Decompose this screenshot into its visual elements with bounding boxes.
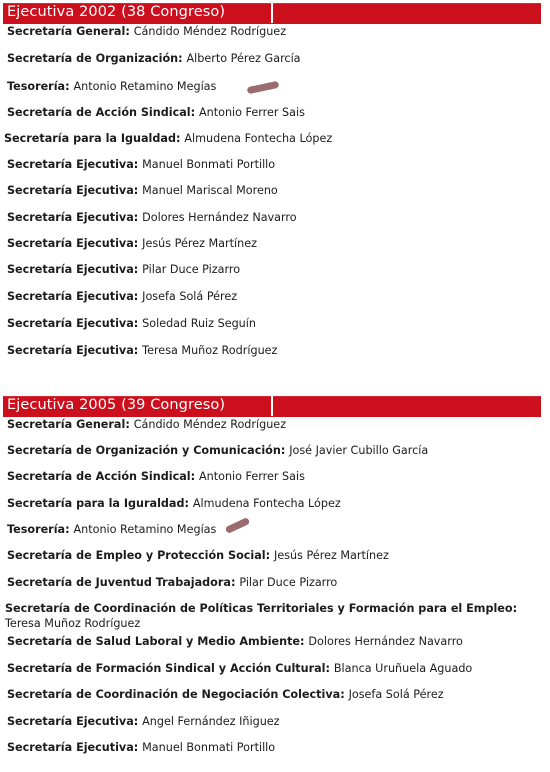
member-row: Secretaría de Salud Laboral y Medio Ambiente: Dolores Hernández Navarro	[7, 635, 463, 648]
member-row: Secretaría de Coordinación de Negociación Colectiva: Josefa Solá Pérez	[7, 688, 444, 701]
member-row: Tesorería: Antonio Retamino Megías	[7, 80, 217, 93]
member-row: Secretaría de Acción Sindical: Antonio Ferrer Sais	[7, 470, 305, 483]
header-title-box	[3, 3, 273, 23]
member-row: Secretaría de Acción Sindical: Antonio Ferrer Sais	[7, 106, 305, 119]
header-title-box	[3, 396, 273, 416]
pen-mark	[247, 81, 280, 95]
member-row: Secretaría de Juventud Trabajadora: Pilar Duce Pizarro	[7, 576, 338, 589]
member-row: Secretaría para la Igualdad: Almudena Fontecha López	[4, 132, 333, 145]
member-row: Secretaría de Organización: Alberto Pérez García	[7, 52, 301, 65]
member-row: Secretaría de Organización y Comunicación: José Javier Cubillo García	[7, 444, 429, 457]
member-row: Secretaría Ejecutiva: Angel Fernández Iñiguez	[7, 715, 280, 728]
member-row: Secretaría General: Cándido Méndez Rodríguez	[7, 418, 287, 431]
member-row: Secretaría Ejecutiva: Manuel Mariscal Moreno	[7, 184, 278, 197]
member-row: Secretaría General: Cándido Méndez Rodríguez	[7, 25, 287, 38]
member-row: Secretaría de Empleo y Protección Social: Jesús Pérez Martínez	[7, 549, 389, 562]
member-row: Secretaría de Formación Sindical y Acción Cultural: Blanca Uruñuela Aguado	[7, 662, 473, 675]
member-row: Secretaría Ejecutiva: Teresa Muñoz Rodríguez	[7, 344, 278, 357]
member-row: Tesorería: Antonio Retamino Megías	[7, 523, 217, 536]
member-row: Secretaría Ejecutiva: Soledad Ruiz Seguín	[7, 317, 256, 330]
member-row: Secretaría Ejecutiva: Pilar Duce Pizarro	[7, 263, 241, 276]
member-row: Secretaría Ejecutiva: Dolores Hernández Navarro	[7, 211, 297, 224]
section-title: Ejecutiva 2002 (38 Congreso)	[7, 4, 226, 20]
section-header	[0, 3, 550, 23]
member-row: Secretaría para la Iguraldad: Almudena Fontecha López	[7, 497, 341, 510]
executive-2005-section	[0, 396, 550, 754]
member-row: Secretaría Ejecutiva: Jesús Pérez Martínez	[7, 237, 257, 250]
executive-2002-section	[0, 3, 550, 357]
section-title: Ejecutiva 2005 (39 Congreso)	[7, 397, 226, 413]
pen-mark	[225, 517, 251, 534]
member-row: Secretaría de Coordinación de Políticas Territoriales y Formación para el Empleo: Teresa Muñoz Rodríguez	[5, 602, 518, 630]
member-row: Secretaría Ejecutiva: Manuel Bonmati Portillo	[7, 741, 276, 754]
member-row: Secretaría Ejecutiva: Manuel Bonmati Portillo	[7, 158, 276, 171]
member-row: Secretaría Ejecutiva: Josefa Solá Pérez	[7, 290, 238, 303]
section-header	[0, 396, 550, 416]
